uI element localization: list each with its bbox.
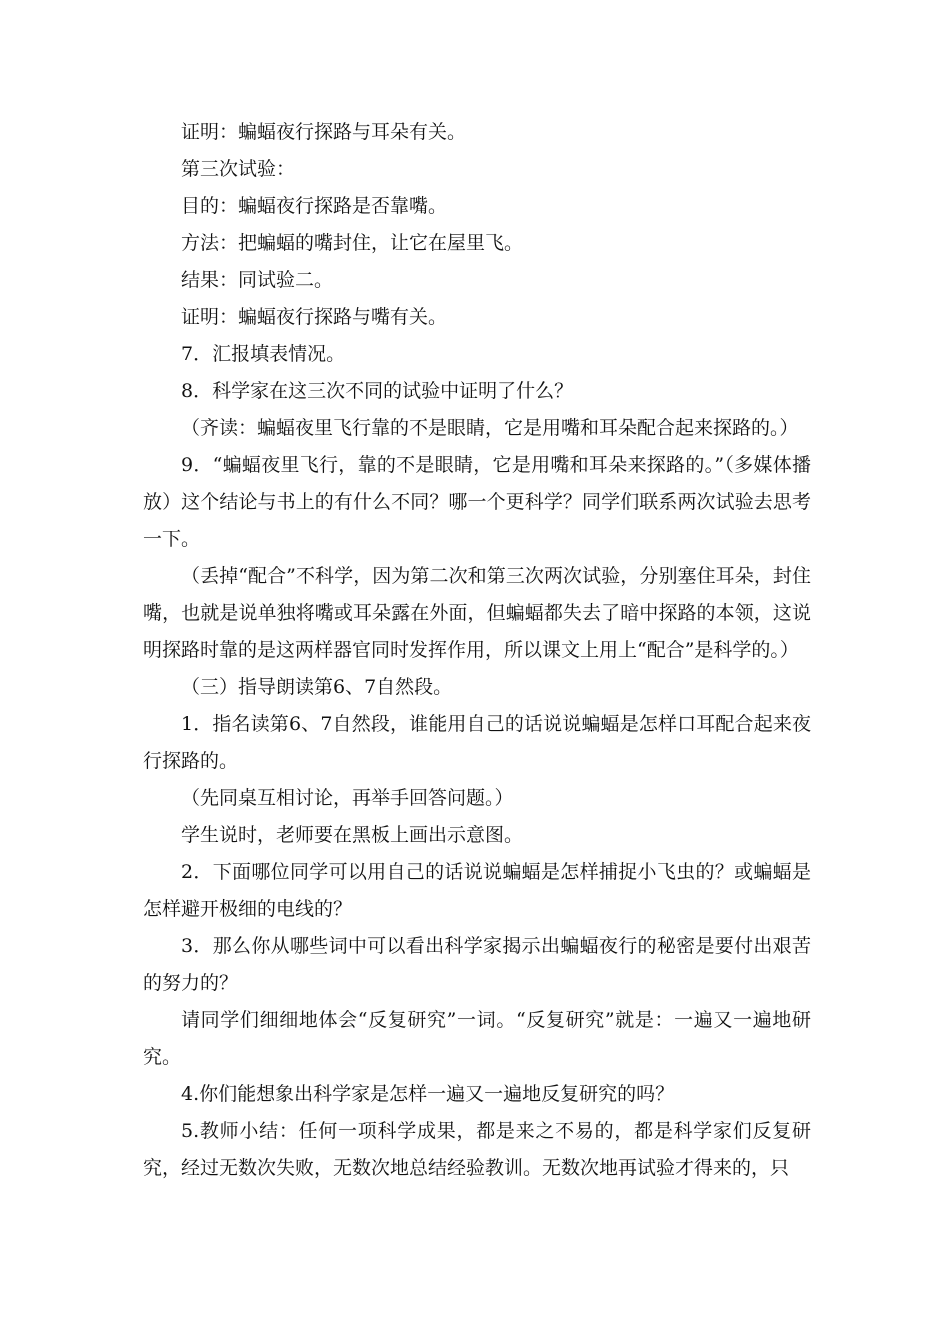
document-body xyxy=(143,114,811,1187)
paragraph-step-2: 2．下面哪位同学可以用自己的话说说蝙蝠是怎样捕捉小飞虫的？或蝙蝠是怎样避开极细的电线的？ xyxy=(143,861,811,920)
paragraph-step-4: 4.你们能想象出科学家是怎样一遍又一遍地反复研究的吗？ xyxy=(181,1083,675,1105)
paragraph-section-three: （三）指导朗读第6、7自然段。 xyxy=(181,676,453,698)
paragraph-conclusion-ears: 证明：蝙蝠夜行探路与耳朵有关。 xyxy=(181,121,467,143)
paragraph-item-9: 9．“蝙蝠夜里飞行，靠的不是眼睛，它是用嘴和耳朵来探路的。”（多媒体播放）这个结论与书上的有什么不同？哪一个更科学？同学们联系两次试验去思考一下。 xyxy=(143,454,811,550)
paragraph-discussion: （先同桌互相讨论，再举手回答问题。） xyxy=(181,787,514,809)
paragraph-step-3: 3．那么你从哪些词中可以看出科学家揭示出蝙蝠夜行的秘密是要付出艰苦的努力的？ xyxy=(143,935,811,994)
paragraph-purpose: 目的：蝙蝠夜行探路是否靠嘴。 xyxy=(181,195,448,217)
paragraph-read-aloud: （齐读：蝙蝠夜里飞行靠的不是眼睛，它是用嘴和耳朵配合起来探路的。） xyxy=(181,417,799,439)
paragraph-result: 结果：同试验二。 xyxy=(181,269,334,291)
paragraph-item-8: 8．科学家在这三次不同的试验中证明了什么？ xyxy=(181,380,574,402)
paragraph-explanation: （丢掉“配合”不科学，因为第二次和第三次两次试验，分别塞住耳朵，封住嘴，也就是说单独将嘴或耳朵露在外面，但蝙蝠都失去了暗中探路的本领，这说明探路时靠的是这两样器官同时发挥作用，所以课文上用上“配合”是科学的。） xyxy=(143,565,811,661)
paragraph-blackboard: 学生说时，老师要在黑板上画出示意图。 xyxy=(181,824,524,846)
paragraph-step-5: 5.教师小结：任何一项科学成果，都是来之不易的，都是科学家们反复研究，经过无数次失败，无数次地总结经验教训。无数次地再试验才得来的，只 xyxy=(143,1120,811,1179)
paragraph-step-1: 1．指名读第6、7自然段，谁能用自己的话说说蝙蝠是怎样口耳配合起来夜行探路的。 xyxy=(143,713,811,772)
paragraph-item-7: 7．汇报填表情况。 xyxy=(181,343,346,365)
paragraph-third-experiment-heading: 第三次试验： xyxy=(181,158,296,180)
paragraph-conclusion-mouth: 证明：蝙蝠夜行探路与嘴有关。 xyxy=(181,306,448,328)
paragraph-method: 方法：把蝙蝠的嘴封住，让它在屋里飞。 xyxy=(181,232,524,254)
paragraph-repeated-research: 请同学们细细地体会“反复研究”一词。“反复研究”就是：一遍又一遍地研究。 xyxy=(143,1009,811,1068)
